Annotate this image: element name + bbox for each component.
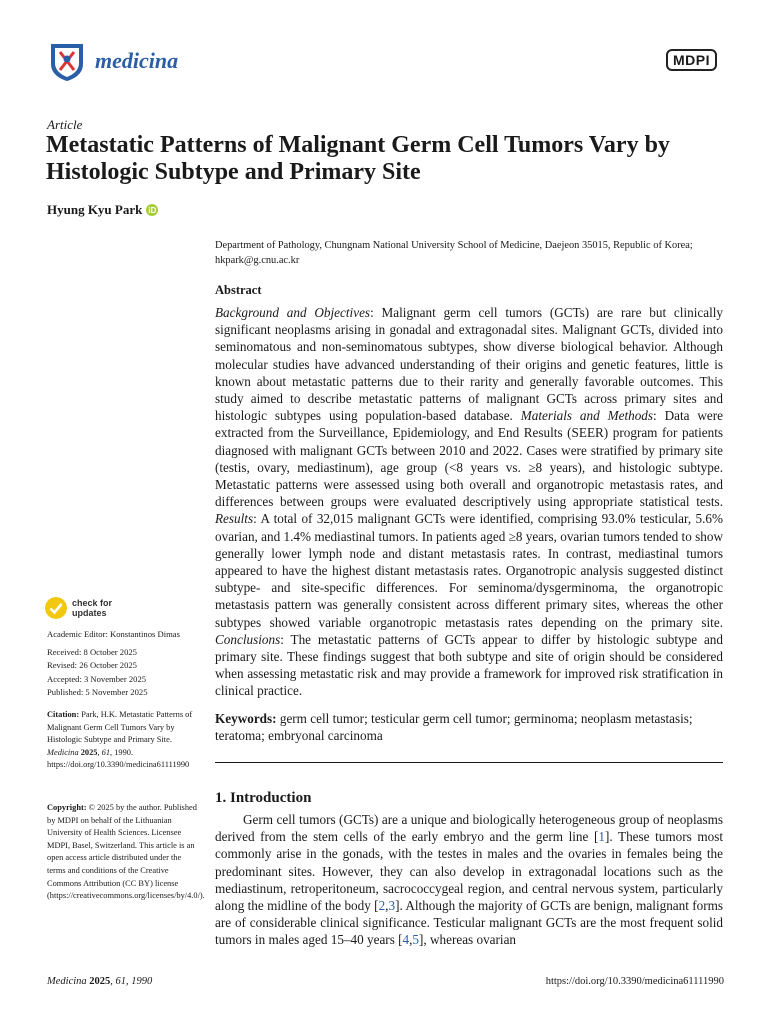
citation-block: Citation: Park, H.K. Metastatic Patterns of Malignant Germ Cell Tumors Vary by Histologic Subtype and Primary Site. Medicina 2025, 61, 1990. https://doi.org/10.3390/medicina61111990 <box>47 710 193 770</box>
section-divider <box>215 762 723 763</box>
date-revised: Revised: 26 October 2025 <box>47 660 137 671</box>
citation-link-5[interactable]: 5 <box>412 932 419 948</box>
date-accepted: Accepted: 3 November 2025 <box>47 673 147 684</box>
citation-link-4[interactable]: 4 <box>402 932 410 948</box>
date-published: Published: 5 November 2025 <box>47 687 148 698</box>
check-for-updates-badge[interactable] <box>44 596 112 620</box>
citation-link-2[interactable]: 2 <box>378 898 386 914</box>
introduction-paragraph: Germ cell tumors (GCTs) are a unique and biologically heterogeneous group of neoplasms derived from the stem cells of the early embryo and the germ line [1]. These tumors most commonly arise in the gonads, with the testes in males and the ovaries in females being the predominant sites. However, they can also develop in extragonadal locations such as the mediastinum, retroperitoneum, sacrococcygeal region, and central nervous system, particularly along the midline of the body [2,3]. Although the majority of GCTs are benign, malignant forms are of considerable clinical significance. Testicular malignant GCTs are the most frequent solid tumors in males aged 15–40 years [4,5], whereas ovarian <box>215 812 724 948</box>
journal-name: medicina <box>95 48 179 73</box>
abstract-label-conclusions: Conclusions <box>215 631 281 647</box>
abstract-results: : A total of 32,015 malignant GCTs were identified, comprising 93.0% testicular, 5.6% ovarian, and 1.4% mediastinal tumors. In patients aged ≥8 years, ovarian tumors tended to show generally lower lymph node and distant metastasis rates. In contrast, mediastinal tumors appeared to have the highest distant metastasis rates. Organotropic analysis suggested distinct subtype- and site-specific differences. For seminoma/dysgerminoma, the organotropic metastasis pattern was generally consistent across different primary sites, whereas the other subtypes showed variable organotropic metastasis rates depending on the primary site. <box>215 511 723 630</box>
author-line <box>47 202 158 218</box>
article-title: Metastatic Patterns of Malignant Germ Cell Tumors Vary by Histologic Subtype and Primary Site <box>46 132 670 185</box>
abstract-background: : Malignant germ cell tumors (GCTs) are rare but clinically significant neoplasms arising in gonadal and extragonadal sites. Malignant GCTs, divided into seminomatous and non-seminomatous subtypes, show diverse biological behavior. Although molecular studies have advanced understanding of their origins and genetic features, little is known about metastatic patterns due to their rarity and generally favorable outcomes. This study aimed to describe metastatic patterns of malignant GCTs across primary sites and histologic subtypes using population-based database. <box>215 305 723 424</box>
abstract-conclusions: : The metastatic patterns of GCTs appear to differ by histologic subtype and primary site. These findings suggest that both subtype and site of origin should be considered when assessing metastatic risk and may provide a framework for improved risk stratification in clinical practice. <box>215 631 723 699</box>
abstract-label-methods: Materials and Methods <box>520 408 654 424</box>
publication-dates <box>47 646 207 700</box>
orcid-icon[interactable]: iD <box>148 205 157 215</box>
abstract-methods: : Data were extracted from the Surveillance, Epidemiology, and End Results (SEER) program for patients diagnosed with malignant GCTs between 2010 and 2022. Cases were stratified by primary site (testis, ovary, mediastinum), age group (<8 years vs. ≥8 years), and histologic subtype. Metastatic patterns were assessed using both overall and organotropic metastasis rates, and differences between groups were evaluated descriptively using appropriate statistical tests. <box>215 408 723 510</box>
author-name: Hyung Kyu Park <box>47 202 143 217</box>
date-received: Received: 8 October 2025 <box>47 647 137 657</box>
check-for-updates-icon <box>44 596 68 620</box>
abstract-heading: Abstract <box>215 283 262 297</box>
keywords-text: germ cell tumor; testicular germ cell tumor; germinoma; neoplasm metastasis; teratoma; embryonal carcinoma <box>215 711 693 744</box>
citation-link-3[interactable]: 3 <box>388 898 396 914</box>
mdpi-logo: MDPI <box>666 49 717 71</box>
academic-editor: Academic Editor: Konstantinos Dimas <box>47 629 180 639</box>
keywords-label: Keywords: <box>215 711 277 726</box>
medicina-shield-icon <box>48 42 86 82</box>
abstract-label-results: Results <box>215 511 254 527</box>
keywords <box>215 710 723 744</box>
section-heading-introduction: 1. Introduction <box>215 790 312 806</box>
citation-link-1[interactable]: 1 <box>598 829 605 845</box>
citation-doi: 1990. https://doi.org/10.3390/medicina61111990 <box>47 747 190 770</box>
article-type: Article <box>47 117 83 132</box>
footer-doi-link[interactable]: https://doi.org/10.3390/medicina61111990 <box>545 976 724 987</box>
copyright-block: Copyright: © 2025 by the author. Published by MDPI on behalf of the Lithuanian University of Health Sciences. Licensee MDPI, Basel, Switzerland. This article is an open access article distributed under the terms and conditions of the Creative Commons Attribution (CC BY) license (https://creativecommons.org/licenses/by/4.0/). <box>47 803 205 901</box>
affiliation: Department of Pathology, Chungnam National University School of Medicine, Daejeon 35015, Republic of Korea; hkpark@g.cnu.ac.kr <box>215 240 693 266</box>
abstract-body <box>215 304 723 700</box>
updates-line-1: check for <box>72 598 113 608</box>
footer-journal-citation: Medicina 2025, 61, 1990 <box>47 976 153 987</box>
abstract-label-background: Background and Objectives <box>215 305 371 320</box>
updates-line-2: updates <box>72 608 107 618</box>
